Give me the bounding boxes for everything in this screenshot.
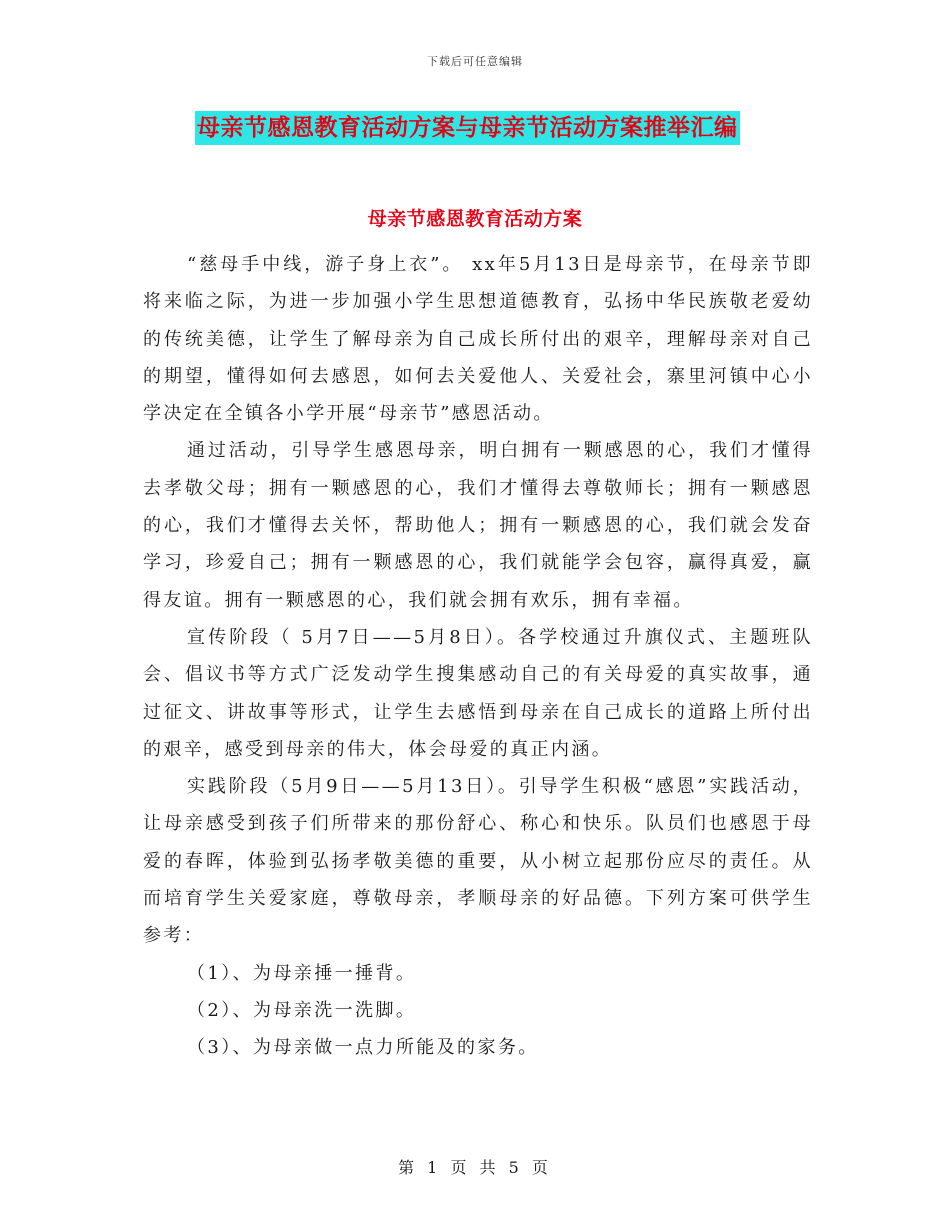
paragraph-intro: “慈母手中线，游子身上衣”。 xx年5月13日是母亲节，在母亲节即将来临之际，为进一步加强小学生思想道德教育，弘扬中华民族敬老爱幼的传统美德，让学生了解母亲为自己成长所付出的艰辛，理解母亲对自己的期望，懂得如何去感恩，如何去关爱他人、关爱社会，寨里河镇中心小学决定在全镇各小学开展“母亲节”感恩活动。 (143, 254, 813, 425)
page-number-footer: 第 1 页 共 5 页 (398, 1158, 552, 1177)
list-item: （3）、为母亲做一点力所能及的家务。 (187, 1037, 539, 1059)
document-title: 母亲节感恩教育活动方案与母亲节活动方案推举汇编 (195, 111, 740, 145)
document-body (143, 246, 813, 1067)
paragraph-purpose: 通过活动，引导学生感恩母亲，明白拥有一颗感恩的心，我们才懂得去孝敬父母；拥有一颗感恩的心，我们才懂得去尊敬师长；拥有一颗感恩的心，我们才懂得去关怀，帮助他人；拥有一颗感恩的心，我们就会发奋学习，珍爱自己；拥有一颗感恩的心，我们就能学会包容，赢得真爱，赢得友谊。拥有一颗感恩的心，我们就会拥有欢乐，拥有幸福。 (143, 440, 813, 611)
list-item: （1）、为母亲捶一捶背。 (187, 962, 417, 984)
paragraph-practice-stage: 实践阶段（5月9日——5月13日）。引导学生积极“感恩”实践活动，让母亲感受到孩子们所带来的那份舒心、称心和快乐。队员们也感恩于母爱的春晖，体验到弘扬孝敬美德的重要，从小树立起那份应尽的责任。从而培育学生关爱家庭，尊敬母亲，孝顺母亲的好品德。下列方案可供学生参考： (143, 776, 813, 947)
section-title: 母亲节感恩教育活动方案 (367, 208, 583, 230)
list-item: （2）、为母亲洗一洗脚。 (187, 999, 417, 1021)
paragraph-publicity-stage: 宣传阶段（ 5月7日——5月8日）。各学校通过升旗仪式、主题班队会、倡议书等方式广泛发动学生搜集感动自己的有关母爱的真实故事，通过征文、讲故事等形式，让学生去感悟到母亲在自己成长的道路上所付出的艰辛，感受到母亲的伟大，体会母爱的真正内涵。 (143, 626, 813, 760)
header-note: 下载后可任意编辑 (427, 55, 523, 68)
